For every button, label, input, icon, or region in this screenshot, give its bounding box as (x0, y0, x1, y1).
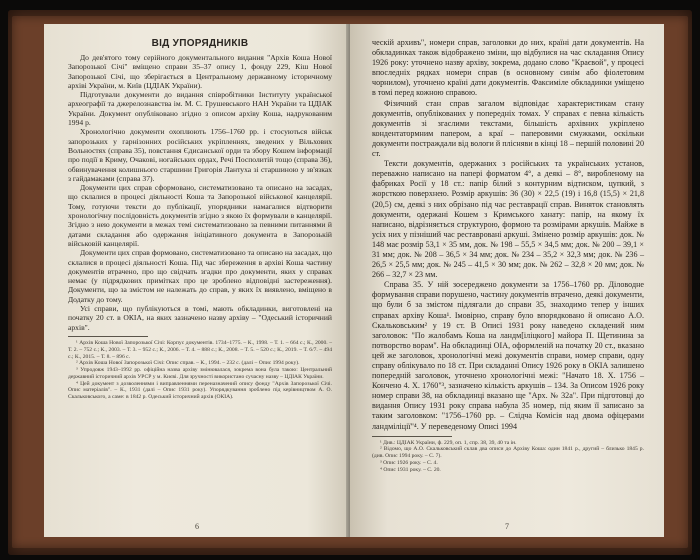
right-page (350, 24, 664, 537)
paragraph: До дев'ятого тому серійного документального видання "Архів Коша Нової Запорозької Січі" вміщено справи 35–37 опису 1, фонду 229, Кіш Нової Запорозької Січі, що зберігається в Центральному державному історичному архіві України, м. Київ (ЦДІАК України). (68, 53, 332, 90)
paragraph: Фізичний стан справ загалом відповідає характеристикам стану документів, опублікованих у попередніх томах. У справах є певна кількість документів зі згаслими текстами, більшість архівних укріплено кондентатормним папером, а краї – паперовими смужками, оскільки документи постраждали від вологи й плісняви в кінці 18 – першій половині 20 ст. (372, 98, 644, 159)
paragraph: Документи цих справ сформовано, систематизовано та описано на засадах, що склалися в процесі діяльності Коша та Запорозької військової канцелярії. Тому, готуючи тексти до публікації, упорядники намагалися відтворити хронологічну послідовність документів згідно з якою їх формували в канцелярії. Згідно з нею документи в межах темі систематизовано за певними питаннями й датами складання або одержання ініціативного документа в Запорозькій військовій канцелярії. (68, 183, 332, 248)
footnote: ¹ Архів Коша Нової Запорозької Січі: Корпус документів. 1734–1775. – К., 1998. – Т. 1. – 664 с.; К., 2000. – Т. 2. – 752 с.; К., 2003. – Т. 3. – 952 с.; К., 2006. – Т. 4. – 888 с.; К., 2008. – Т. 5. – 520 с.; К., 2019. – Т. 6/7. – 494 с.; К., 2015. – Т. 8. – 896 с. (68, 339, 332, 360)
paragraph: Усі справи, що публікуються в томі, мають обкладинки, виготовлені на початку 20 ст. в ОКІА, на яких зазначено назву архіву – "Одеський історичний архів". (68, 304, 332, 332)
paragraph: Тексти документів, одержаних з російських та українських установ, переважно написано на папері форматом 4°, а деякі – 8°, виробленому на фабриках Росії у 18 ст.: папір білий з контурним відтиском, цупкий, з жорсткою поверхнею. Розмір аркушів: 36 (30) × 22,5 (19) і 16,8 (15,5) × 21,8 (20,5) см, деякі з них обрізано під час реставрації справ. Виняток становлять документи, одержані Кошем з Кримського ханату: папір, на якому їх написано, відрізняється структурою, формою та розмірами аркушів. Майже в усіх них у пізніший час реставровані аркуші. Змінено розмір аркушів: док. № 148 має розмір 53,1 × 35 мм, док. № 198 – 55,5 × 34,5 мм; док. № 200 – 39,1 × 31 мм; док. № 208 – 36,5 × 34 мм; док. № 234 – 35,2 × 32,3 мм; док. № 236 – 26,5 × 25,5 мм; док. № 245 – 41,5 × 30 мм; док. № 262 – 32,8 × 20 мм; док. № 266 – 32,7 × 23 мм. (372, 159, 644, 280)
page-number: 7 (505, 522, 509, 531)
left-page (44, 24, 350, 537)
footnote-divider (372, 436, 452, 437)
paragraph: ческій архивъ", номери справ, заголовки до них, країні дати документів. На обкладинках також відображено зміни, що відбулися на час складання Опису 1926 року: уточнено назву архіву, зокрема, додано слово "Краєвой", у процесі впоследніх рядках номери справ (в основному синім або фіолетовим чорнилом), уточнено країні дати документів. Факсиміле обкладинки уміщено в томі перед кожною справою. (372, 38, 644, 98)
footnote: ³ Упродовж 1943–1992 рр. офіційна назва архіву змінювалася, зокрема вона була такою: Центральний державний історичний архів УРСР у м. Києві. Для зручності використано сучасну назву – ЦДІАК України. (68, 367, 332, 380)
footnote: ² Відомо, що А.О. Скальковський склав два описи до Архіву Коша: один 1841 р., другий – близько 1845 р. (див. Опис 1994 року. – С. 7). (372, 446, 644, 460)
footnote-divider (68, 336, 148, 337)
footnote: ¹ Див.: ЦДІАК України, ф. 229, оп. 1, спр. 38, 39, 40 та ін. (380, 439, 517, 446)
left-footnotes (68, 340, 332, 401)
paragraph: Документи цих справ формовано, систематизовано та описано на засадах, що склалися в процесі діяльності Коша. Під час збереження в архіві Коша частину документів втрачено, про що свідчать згадки про документи, яких у справах немає (у підрядкових примітках про це зроблено відповідні застереження). Документи, що за змістом не належать до справ, у яких їх виявлено, вміщено в Додатку до тому. (68, 248, 332, 304)
paragraph: Хронологічно документи охоплюють 1756–1760 рр. і стосуються військ запорозьких у гарнізонних російських укріпленнях, зведених у Вільхових Вольностях (справа 35), повстання Єдисанської орди та збору Кошем інформації про події в Криму, Очакові, ногайських ордах, Речі Посполитій тощо (справа 36), обвинувачення колишнього старшини Григорія Лантуха зі старшиною у зв'язках з гайдамаками (справа 37). (68, 127, 332, 183)
page-heading: ВІД УПОРЯДНИКІВ (151, 38, 249, 49)
paragraph: Підготували документи до видання співробітники Інституту української археографії та джерелознавства ім. М. С. Грушевського НАН України та ЦДІАК України. Документ опубліковано згідно з описом архіву Коша, надрукованим 1994 р. (68, 90, 332, 128)
footnote: ² Архів Коша Нової Запорозької Січі: Опис справ. – К., 1994. – 232 с. (далі – Опис 1994 року). (76, 360, 300, 367)
right-body-text (372, 38, 644, 432)
right-footnotes (372, 440, 644, 474)
footnote: ³ Опис 1926 року. – С. 4. (380, 460, 438, 467)
page-number: 6 (195, 522, 199, 531)
left-body-text (68, 53, 332, 332)
footnote: ⁴ Опис 1931 року. – С. 20. (380, 466, 441, 473)
footnote: ⁴ Цей документ з дозволеннями і виправленнями переназначений опису фонду "Архів Запорозької Січі. Опис матеріалів". – К., 1931 (далі – Опис 1931 року). Упорядкування зроблено під керівництвом А. О. Скальковського, а саме: в 1842 р. Одеський історичний архів (ОКІА). (68, 380, 332, 401)
paragraph: Справа 35. У ній зосереджено документи за 1756–1760 рр. Діловодне формування справи порушено, частину документів втрачено, деякі документи, що були б за змістом підлягали до справи 35, знаходимо тепер у інших справах архіву Коша¹. Імовірно, справу було впорядковано й описано А.О. Скальковським² у 19 ст. В Описі 1931 року наведено складений ним заголовок: "По жалобамъ Коша на ландм[іліцкого] майора П. Щетинина за потворство ворам". На обкладинці ОІА, оформленій на початку 20 ст., вказано цей же заголовок, хронологічні межі документів справи, номер справи, одну справу облікувало по 18 ст. При складанні Опису 1926 року в ОКІА залишено попередній заголовок, уточнено хронологічні межі: "Начато 18. Х. 1756 – Кончено 4. Х. 1760"³, зазначено кількість аркушів – 134. За Описом 1926 року номер справи 38, на обкладинці вказано ще "Арх. № 32а". При підготовці до видання Опису 1931 року справа набула 35 номер, під яким її записано за таким заголовком: "1756–1760 рр. – Слідча Комісія над двома офіцерами ландміліції"⁴. У переведеному Описі 1994 (372, 280, 644, 431)
